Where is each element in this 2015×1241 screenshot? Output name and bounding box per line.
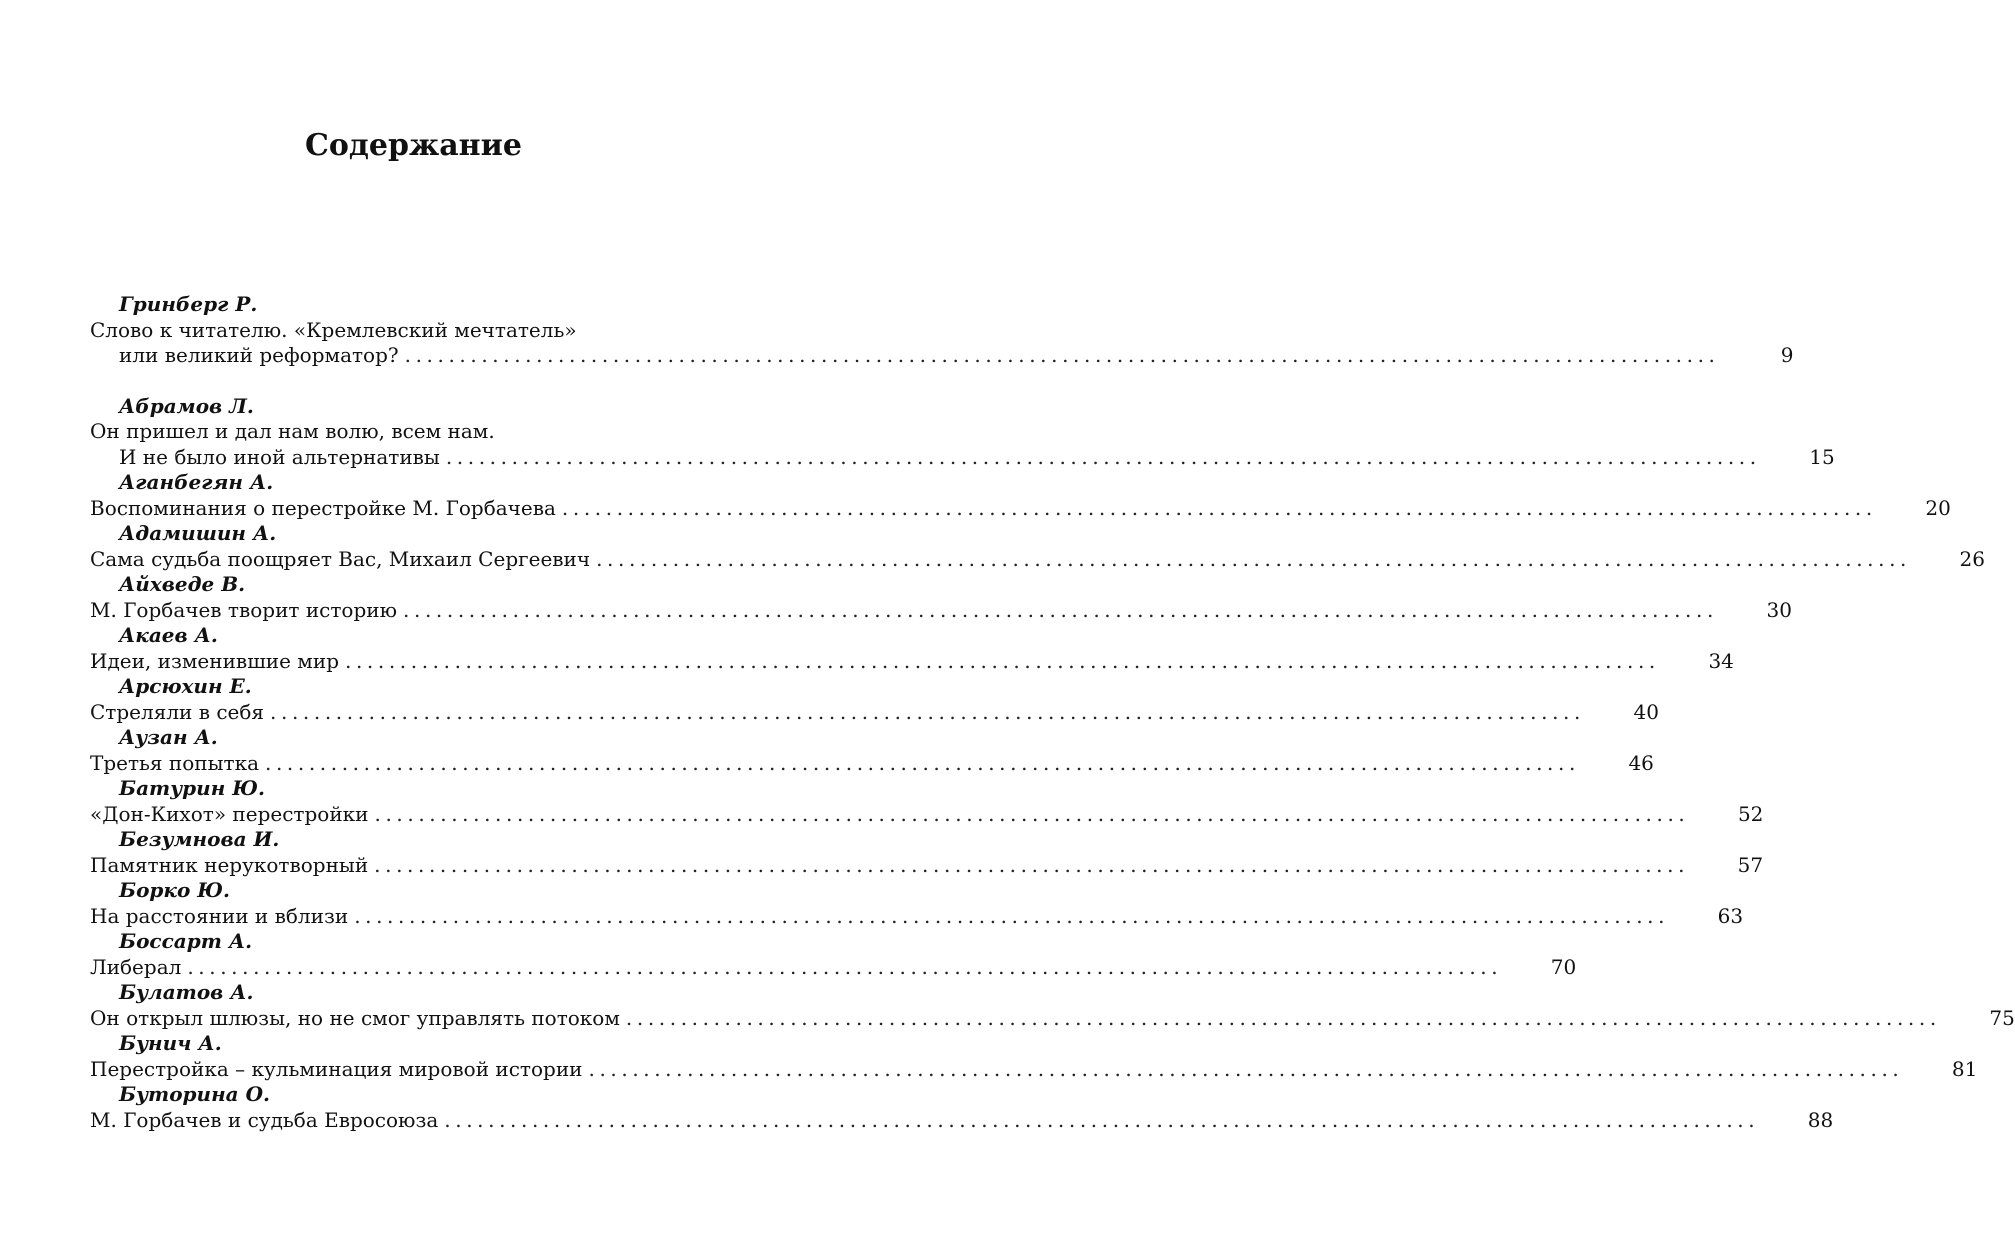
- page-number: 57: [1737, 852, 1764, 877]
- page-number: 81: [1951, 1056, 1978, 1081]
- page-number: 20: [1925, 495, 1951, 520]
- page-number: 9: [1780, 343, 1794, 367]
- entry-author: Абрамов Л.: [119, 393, 254, 418]
- entry-line: [90, 495, 1951, 522]
- page-number: 15: [1809, 444, 1835, 469]
- entry-author: Адамишин А.: [119, 521, 277, 545]
- entry-line: [90, 1005, 2015, 1032]
- page-number: 75: [1989, 1005, 2015, 1030]
- entry-title: Сама судьба поощряет Вас, Михаил Сергеевич: [90, 546, 591, 571]
- toc-entry: [90, 1082, 1834, 1133]
- entry-author: Аганбегян А.: [119, 470, 274, 494]
- page-number: 70: [1550, 954, 1577, 979]
- dot-leader: ........................................................................................................................: [444, 1107, 1760, 1132]
- dot-leader: ........................................................................................................................: [404, 343, 1720, 367]
- dot-leader: ........................................................................................................................: [345, 648, 1660, 673]
- page-number: 46: [1628, 750, 1654, 775]
- spacer: [90, 369, 722, 394]
- dot-leader: ........................................................................................................................: [374, 801, 1690, 826]
- entry-title: Идеи, изменившие мир: [90, 648, 339, 673]
- dot-leader: ........................................................................................................................: [270, 699, 1585, 724]
- page-number: 52: [1737, 801, 1764, 826]
- entry-author: Гринберг Р.: [119, 292, 258, 316]
- dot-leader: ........................................................................................................................: [403, 597, 1718, 622]
- entry-author: Батурин Ю.: [119, 776, 265, 800]
- entry-line: [90, 648, 1734, 675]
- toc-entry: [90, 1031, 1978, 1082]
- page-title: Содержание: [305, 128, 522, 163]
- entry-author: Безумнова И.: [119, 827, 280, 851]
- dot-leader: ........................................................................................................................: [445, 444, 1761, 469]
- toc-entry: [90, 980, 2015, 1031]
- page-number: 26: [1959, 546, 1985, 571]
- entry-line: [90, 597, 1792, 624]
- entry-line: [90, 852, 1764, 879]
- dot-leader: ........................................................................................................................: [625, 1005, 1941, 1030]
- page-number: 34: [1708, 648, 1734, 673]
- dot-leader: ........................................................................................................................: [265, 750, 1580, 775]
- entry-title: или великий реформатор?: [119, 343, 399, 367]
- toc-entry: [90, 827, 1764, 878]
- table-of-contents: [90, 292, 2015, 1133]
- entry-line: [90, 1056, 1978, 1083]
- entry-title: Третья попытка: [90, 750, 260, 775]
- entry-title: «Дон-Кихот» перестройки: [90, 801, 369, 826]
- dot-leader: ........................................................................................................................: [187, 954, 1503, 979]
- entry-title: Перестройка – кульминация мировой истории: [90, 1056, 583, 1081]
- entry-author: Бунич А.: [119, 1031, 222, 1055]
- page-number: 88: [1807, 1107, 1834, 1132]
- page-number: 30: [1766, 597, 1792, 622]
- page-number: 63: [1717, 903, 1744, 928]
- toc-entry: [90, 470, 1951, 521]
- entry-title: М. Горбачев и судьба Евросоюза: [90, 1107, 439, 1132]
- toc-entry: [90, 393, 1835, 471]
- page-number: 40: [1633, 699, 1659, 724]
- entry-author: Буторина О.: [119, 1082, 270, 1106]
- entry-title: Либерал: [90, 954, 182, 979]
- entry-title: Памятник нерукотворный: [90, 852, 369, 877]
- toc-entry: [90, 623, 1734, 674]
- entry-title: М. Горбачев творит историю: [90, 597, 398, 622]
- entry-line: [90, 750, 1654, 777]
- dot-leader: ........................................................................................................................: [374, 852, 1690, 877]
- entry-line: [90, 1107, 1834, 1134]
- toc-entry: [90, 725, 1654, 776]
- toc-entry: [90, 292, 1794, 369]
- dot-leader: ........................................................................................................................: [354, 903, 1670, 928]
- entry-title: И не было иной альтернативы: [119, 444, 440, 469]
- entry-line: [90, 343, 1794, 369]
- entry-author: Булатов А.: [119, 980, 254, 1004]
- toc-entry: [90, 776, 1764, 827]
- entry-title: На расстоянии и вблизи: [90, 903, 349, 928]
- toc-entry: [90, 521, 1985, 572]
- entry-line: [90, 546, 1985, 573]
- entry-author: Акаев А.: [119, 623, 218, 647]
- toc-entry: [90, 878, 1744, 929]
- entry-title: Стреляли в себя: [90, 699, 265, 724]
- entry-title: Он открыл шлюзы, но не смог управлять потоком: [90, 1005, 620, 1030]
- entry-author: Айхведе В.: [119, 572, 246, 596]
- dot-leader: ........................................................................................................................: [596, 546, 1911, 571]
- entry-title-line: Он пришел и дал нам волю, всем нам.: [90, 419, 495, 443]
- entry-author: Аузан А.: [119, 725, 218, 749]
- entry-line: [90, 444, 1835, 471]
- toc-entry: [90, 674, 1659, 725]
- toc-entry: [90, 929, 1577, 980]
- entry-title-line: Слово к читателю. «Кремлевский мечтатель»: [90, 317, 577, 342]
- entry-line: [90, 954, 1577, 981]
- dot-leader: ........................................................................................................................: [588, 1056, 1904, 1081]
- entry-author: Борко Ю.: [119, 878, 230, 902]
- entry-author: Боссарт А.: [119, 929, 253, 953]
- entry-title: Воспоминания о перестройке М. Горбачева: [90, 495, 556, 520]
- entry-author: Арсюхин Е.: [119, 674, 252, 698]
- toc-entry: [90, 572, 1792, 623]
- entry-line: [90, 699, 1659, 726]
- entry-line: [90, 801, 1764, 828]
- entry-line: [90, 903, 1744, 930]
- dot-leader: ........................................................................................................................: [561, 495, 1877, 520]
